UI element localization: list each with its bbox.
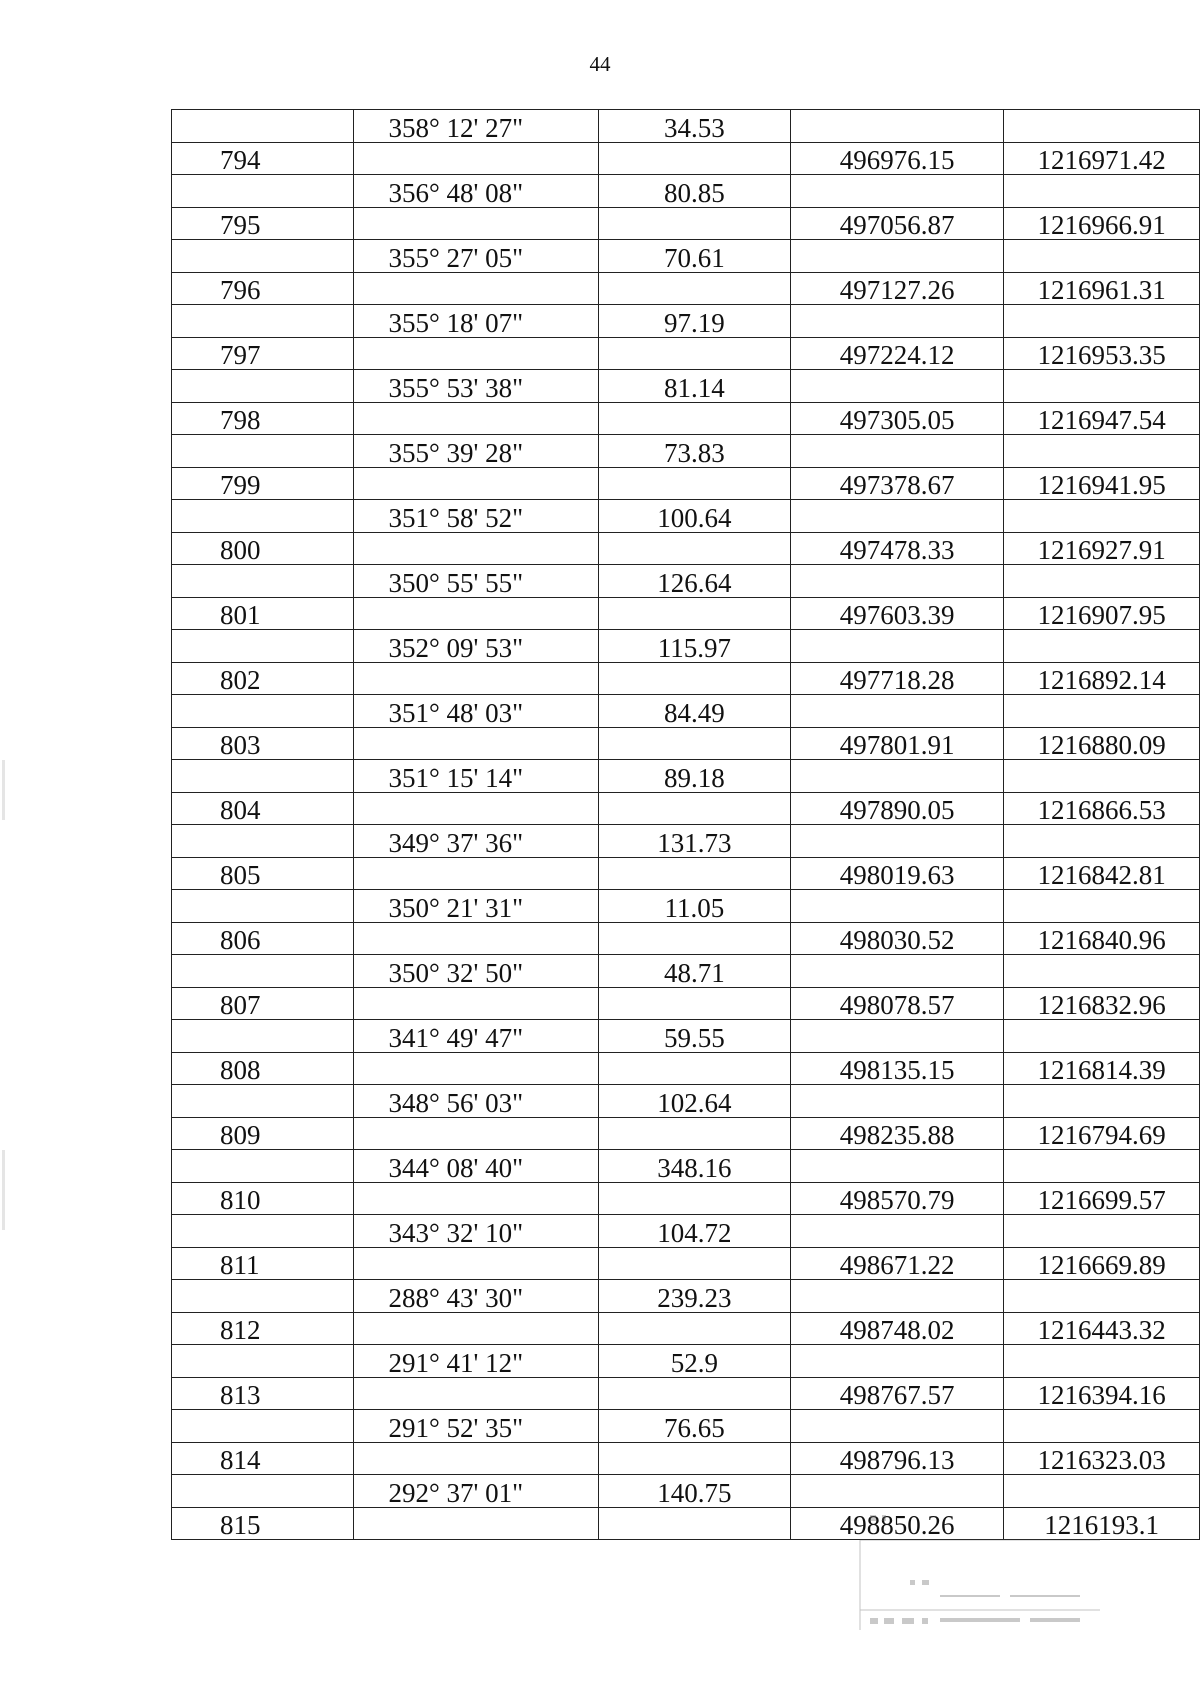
northing-cell: 498570.79 xyxy=(791,1182,1004,1215)
easting-cell xyxy=(1004,1020,1200,1053)
bearing-cell xyxy=(354,1312,598,1345)
distance-cell xyxy=(598,1312,790,1345)
easting-cell xyxy=(1004,760,1200,793)
point-number-cell xyxy=(172,1280,354,1313)
bearing-cell: 358° 12' 27" xyxy=(354,110,598,143)
easting-cell: 1216193.1 xyxy=(1004,1507,1200,1540)
distance-cell: 84.49 xyxy=(598,695,790,728)
northing-cell xyxy=(791,1215,1004,1248)
point-number-cell xyxy=(172,1215,354,1248)
distance-cell: 81.14 xyxy=(598,370,790,403)
point-row xyxy=(172,922,1200,955)
distance-cell xyxy=(598,467,790,500)
point-number-cell: 813 xyxy=(172,1377,354,1410)
point-number-cell xyxy=(172,825,354,858)
point-number-cell xyxy=(172,305,354,338)
distance-cell: 126.64 xyxy=(598,565,790,598)
easting-cell xyxy=(1004,110,1200,143)
northing-cell: 498748.02 xyxy=(791,1312,1004,1345)
bearing-cell: 292° 37' 01" xyxy=(354,1475,598,1508)
distance-cell xyxy=(598,402,790,435)
bearing-cell: 350° 21' 31" xyxy=(354,890,598,923)
northing-cell: 498796.13 xyxy=(791,1442,1004,1475)
point-number-cell: 811 xyxy=(172,1247,354,1280)
bearing-cell: 351° 15' 14" xyxy=(354,760,598,793)
bearing-cell xyxy=(354,1117,598,1150)
point-row xyxy=(172,1377,1200,1410)
easting-cell: 1216794.69 xyxy=(1004,1117,1200,1150)
segment-row xyxy=(172,1410,1200,1443)
point-number-cell: 815 xyxy=(172,1507,354,1540)
easting-cell xyxy=(1004,435,1200,468)
distance-cell xyxy=(598,922,790,955)
distance-cell: 348.16 xyxy=(598,1150,790,1183)
bearing-cell xyxy=(354,402,598,435)
easting-cell: 1216699.57 xyxy=(1004,1182,1200,1215)
segment-row xyxy=(172,890,1200,923)
easting-cell xyxy=(1004,890,1200,923)
segment-row xyxy=(172,370,1200,403)
point-number-cell: 814 xyxy=(172,1442,354,1475)
point-row xyxy=(172,272,1200,305)
distance-cell xyxy=(598,142,790,175)
bearing-cell: 348° 56' 03" xyxy=(354,1085,598,1118)
northing-cell: 497890.05 xyxy=(791,792,1004,825)
segment-row xyxy=(172,1345,1200,1378)
easting-cell: 1216907.95 xyxy=(1004,597,1200,630)
distance-cell xyxy=(598,1442,790,1475)
point-number-cell: 802 xyxy=(172,662,354,695)
northing-cell: 497378.67 xyxy=(791,467,1004,500)
bearing-cell xyxy=(354,597,598,630)
distance-cell xyxy=(598,1117,790,1150)
bearing-cell xyxy=(354,727,598,760)
point-row xyxy=(172,987,1200,1020)
point-row xyxy=(172,207,1200,240)
distance-cell xyxy=(598,1507,790,1540)
point-number-cell xyxy=(172,110,354,143)
distance-cell: 102.64 xyxy=(598,1085,790,1118)
northing-cell xyxy=(791,110,1004,143)
northing-cell xyxy=(791,1410,1004,1443)
point-row xyxy=(172,857,1200,890)
point-number-cell xyxy=(172,1475,354,1508)
easting-cell xyxy=(1004,1280,1200,1313)
point-number-cell: 803 xyxy=(172,727,354,760)
segment-row xyxy=(172,565,1200,598)
point-row xyxy=(172,402,1200,435)
easting-cell: 1216866.53 xyxy=(1004,792,1200,825)
point-number-cell: 799 xyxy=(172,467,354,500)
northing-cell xyxy=(791,695,1004,728)
bearing-cell xyxy=(354,857,598,890)
easting-cell: 1216323.03 xyxy=(1004,1442,1200,1475)
distance-cell: 59.55 xyxy=(598,1020,790,1053)
distance-cell xyxy=(598,987,790,1020)
bearing-cell: 343° 32' 10" xyxy=(354,1215,598,1248)
point-row xyxy=(172,467,1200,500)
point-row xyxy=(172,662,1200,695)
bearing-cell: 356° 48' 08" xyxy=(354,175,598,208)
distance-cell: 115.97 xyxy=(598,630,790,663)
northing-cell xyxy=(791,1085,1004,1118)
coordinate-table-body xyxy=(172,110,1200,1540)
bearing-cell: 288° 43' 30" xyxy=(354,1280,598,1313)
easting-cell: 1216927.91 xyxy=(1004,532,1200,565)
northing-cell xyxy=(791,435,1004,468)
bearing-cell: 350° 55' 55" xyxy=(354,565,598,598)
easting-cell: 1216941.95 xyxy=(1004,467,1200,500)
northing-cell xyxy=(791,1280,1004,1313)
northing-cell xyxy=(791,955,1004,988)
point-number-cell xyxy=(172,175,354,208)
bearing-cell: 291° 52' 35" xyxy=(354,1410,598,1443)
northing-cell xyxy=(791,760,1004,793)
northing-cell xyxy=(791,1345,1004,1378)
bearing-cell xyxy=(354,337,598,370)
distance-cell xyxy=(598,1182,790,1215)
distance-cell: 89.18 xyxy=(598,760,790,793)
easting-cell: 1216892.14 xyxy=(1004,662,1200,695)
segment-row xyxy=(172,240,1200,273)
bearing-cell: 349° 37' 36" xyxy=(354,825,598,858)
point-number-cell xyxy=(172,890,354,923)
bearing-cell: 350° 32' 50" xyxy=(354,955,598,988)
easting-cell: 1216394.16 xyxy=(1004,1377,1200,1410)
northing-cell: 497801.91 xyxy=(791,727,1004,760)
bearing-cell xyxy=(354,272,598,305)
easting-cell: 1216842.81 xyxy=(1004,857,1200,890)
easting-cell: 1216947.54 xyxy=(1004,402,1200,435)
easting-cell: 1216953.35 xyxy=(1004,337,1200,370)
point-number-cell: 812 xyxy=(172,1312,354,1345)
easting-cell: 1216814.39 xyxy=(1004,1052,1200,1085)
point-number-cell xyxy=(172,565,354,598)
northing-cell: 496976.15 xyxy=(791,142,1004,175)
northing-cell xyxy=(791,1020,1004,1053)
segment-row xyxy=(172,1020,1200,1053)
segment-row xyxy=(172,1475,1200,1508)
point-row xyxy=(172,1442,1200,1475)
northing-cell: 498235.88 xyxy=(791,1117,1004,1150)
easting-cell xyxy=(1004,305,1200,338)
bearing-cell xyxy=(354,467,598,500)
northing-cell: 497127.26 xyxy=(791,272,1004,305)
margin-scan-mark xyxy=(2,1150,5,1230)
bearing-cell xyxy=(354,532,598,565)
easting-cell xyxy=(1004,1085,1200,1118)
segment-row xyxy=(172,825,1200,858)
northing-cell: 497305.05 xyxy=(791,402,1004,435)
distance-cell: 131.73 xyxy=(598,825,790,858)
easting-cell: 1216669.89 xyxy=(1004,1247,1200,1280)
northing-cell: 498767.57 xyxy=(791,1377,1004,1410)
easting-cell xyxy=(1004,1150,1200,1183)
point-number-cell xyxy=(172,370,354,403)
point-number-cell: 808 xyxy=(172,1052,354,1085)
point-number-cell xyxy=(172,695,354,728)
northing-cell xyxy=(791,825,1004,858)
point-number-cell xyxy=(172,955,354,988)
northing-cell xyxy=(791,500,1004,533)
easting-cell: 1216840.96 xyxy=(1004,922,1200,955)
bearing-cell: 352° 09' 53" xyxy=(354,630,598,663)
segment-row xyxy=(172,955,1200,988)
coordinate-table xyxy=(171,109,1200,1540)
point-number-cell: 794 xyxy=(172,142,354,175)
distance-cell xyxy=(598,272,790,305)
distance-cell: 34.53 xyxy=(598,110,790,143)
northing-cell xyxy=(791,305,1004,338)
distance-cell: 70.61 xyxy=(598,240,790,273)
distance-cell: 80.85 xyxy=(598,175,790,208)
bearing-cell xyxy=(354,1377,598,1410)
easting-cell: 1216961.31 xyxy=(1004,272,1200,305)
point-number-cell xyxy=(172,1020,354,1053)
northing-cell: 498019.63 xyxy=(791,857,1004,890)
bearing-cell: 355° 39' 28" xyxy=(354,435,598,468)
northing-cell: 497478.33 xyxy=(791,532,1004,565)
page-number: 44 xyxy=(589,52,611,76)
easting-cell: 1216971.42 xyxy=(1004,142,1200,175)
bearing-cell xyxy=(354,142,598,175)
easting-cell xyxy=(1004,825,1200,858)
easting-cell xyxy=(1004,565,1200,598)
bearing-cell xyxy=(354,987,598,1020)
distance-cell xyxy=(598,857,790,890)
bearing-cell: 341° 49' 47" xyxy=(354,1020,598,1053)
point-number-cell: 797 xyxy=(172,337,354,370)
northing-cell xyxy=(791,630,1004,663)
northing-cell: 498850.26 xyxy=(791,1507,1004,1540)
easting-cell xyxy=(1004,1475,1200,1508)
easting-cell: 1216966.91 xyxy=(1004,207,1200,240)
segment-row xyxy=(172,760,1200,793)
distance-cell: 11.05 xyxy=(598,890,790,923)
point-number-cell: 804 xyxy=(172,792,354,825)
bearing-cell xyxy=(354,792,598,825)
easting-cell xyxy=(1004,500,1200,533)
easting-cell xyxy=(1004,630,1200,663)
point-row xyxy=(172,1182,1200,1215)
point-number-cell xyxy=(172,1150,354,1183)
point-row xyxy=(172,142,1200,175)
point-number-cell xyxy=(172,630,354,663)
northing-cell: 498135.15 xyxy=(791,1052,1004,1085)
easting-cell xyxy=(1004,955,1200,988)
point-row xyxy=(172,532,1200,565)
northing-cell xyxy=(791,565,1004,598)
easting-cell xyxy=(1004,1345,1200,1378)
point-row xyxy=(172,1507,1200,1540)
distance-cell: 48.71 xyxy=(598,955,790,988)
segment-row xyxy=(172,305,1200,338)
point-number-cell: 809 xyxy=(172,1117,354,1150)
point-row xyxy=(172,337,1200,370)
point-row xyxy=(172,597,1200,630)
point-number-cell xyxy=(172,1085,354,1118)
distance-cell xyxy=(598,792,790,825)
northing-cell: 498078.57 xyxy=(791,987,1004,1020)
bearing-cell xyxy=(354,1052,598,1085)
point-number-cell xyxy=(172,435,354,468)
distance-cell: 104.72 xyxy=(598,1215,790,1248)
point-row xyxy=(172,1117,1200,1150)
point-number-cell: 810 xyxy=(172,1182,354,1215)
point-number-cell: 805 xyxy=(172,857,354,890)
bearing-cell: 291° 41' 12" xyxy=(354,1345,598,1378)
distance-cell: 73.83 xyxy=(598,435,790,468)
northing-cell: 497224.12 xyxy=(791,337,1004,370)
distance-cell xyxy=(598,1052,790,1085)
easting-cell xyxy=(1004,175,1200,208)
northing-cell: 497603.39 xyxy=(791,597,1004,630)
point-number-cell: 807 xyxy=(172,987,354,1020)
point-number-cell xyxy=(172,760,354,793)
distance-cell xyxy=(598,532,790,565)
segment-row xyxy=(172,1215,1200,1248)
distance-cell: 52.9 xyxy=(598,1345,790,1378)
segment-row xyxy=(172,110,1200,143)
bearing-cell: 351° 48' 03" xyxy=(354,695,598,728)
distance-cell xyxy=(598,1247,790,1280)
distance-cell xyxy=(598,727,790,760)
point-number-cell xyxy=(172,1410,354,1443)
point-number-cell: 795 xyxy=(172,207,354,240)
margin-scan-mark xyxy=(2,760,5,820)
northing-cell: 497056.87 xyxy=(791,207,1004,240)
easting-cell xyxy=(1004,1410,1200,1443)
northing-cell xyxy=(791,240,1004,273)
distance-cell: 97.19 xyxy=(598,305,790,338)
easting-cell: 1216880.09 xyxy=(1004,727,1200,760)
northing-cell xyxy=(791,890,1004,923)
segment-row xyxy=(172,175,1200,208)
bearing-cell xyxy=(354,1507,598,1540)
easting-cell xyxy=(1004,695,1200,728)
northing-cell xyxy=(791,1150,1004,1183)
northing-cell xyxy=(791,370,1004,403)
easting-cell: 1216832.96 xyxy=(1004,987,1200,1020)
bearing-cell: 355° 53' 38" xyxy=(354,370,598,403)
distance-cell: 239.23 xyxy=(598,1280,790,1313)
bearing-cell: 355° 18' 07" xyxy=(354,305,598,338)
bearing-cell xyxy=(354,1182,598,1215)
bearing-cell xyxy=(354,207,598,240)
northing-cell: 498671.22 xyxy=(791,1247,1004,1280)
easting-cell: 1216443.32 xyxy=(1004,1312,1200,1345)
point-row xyxy=(172,1247,1200,1280)
point-row xyxy=(172,727,1200,760)
point-number-cell: 806 xyxy=(172,922,354,955)
bearing-cell: 344° 08' 40" xyxy=(354,1150,598,1183)
distance-cell xyxy=(598,662,790,695)
point-number-cell xyxy=(172,1345,354,1378)
northing-cell xyxy=(791,175,1004,208)
segment-row xyxy=(172,1150,1200,1183)
point-number-cell xyxy=(172,500,354,533)
distance-cell xyxy=(598,1377,790,1410)
distance-cell: 76.65 xyxy=(598,1410,790,1443)
distance-cell: 140.75 xyxy=(598,1475,790,1508)
bearing-cell: 355° 27' 05" xyxy=(354,240,598,273)
easting-cell xyxy=(1004,1215,1200,1248)
easting-cell xyxy=(1004,240,1200,273)
point-row xyxy=(172,792,1200,825)
easting-cell xyxy=(1004,370,1200,403)
segment-row xyxy=(172,630,1200,663)
point-number-cell: 798 xyxy=(172,402,354,435)
bearing-cell xyxy=(354,922,598,955)
bearing-cell: 351° 58' 52" xyxy=(354,500,598,533)
segment-row xyxy=(172,1280,1200,1313)
point-number-cell: 801 xyxy=(172,597,354,630)
distance-cell: 100.64 xyxy=(598,500,790,533)
point-row xyxy=(172,1052,1200,1085)
point-number-cell: 800 xyxy=(172,532,354,565)
northing-cell xyxy=(791,1475,1004,1508)
distance-cell xyxy=(598,337,790,370)
bearing-cell xyxy=(354,662,598,695)
point-number-cell xyxy=(172,240,354,273)
segment-row xyxy=(172,695,1200,728)
distance-cell xyxy=(598,597,790,630)
point-number-cell: 796 xyxy=(172,272,354,305)
northing-cell: 497718.28 xyxy=(791,662,1004,695)
segment-row xyxy=(172,1085,1200,1118)
bearing-cell xyxy=(354,1442,598,1475)
point-row xyxy=(172,1312,1200,1345)
northing-cell: 498030.52 xyxy=(791,922,1004,955)
segment-row xyxy=(172,435,1200,468)
segment-row xyxy=(172,500,1200,533)
distance-cell xyxy=(598,207,790,240)
bearing-cell xyxy=(354,1247,598,1280)
